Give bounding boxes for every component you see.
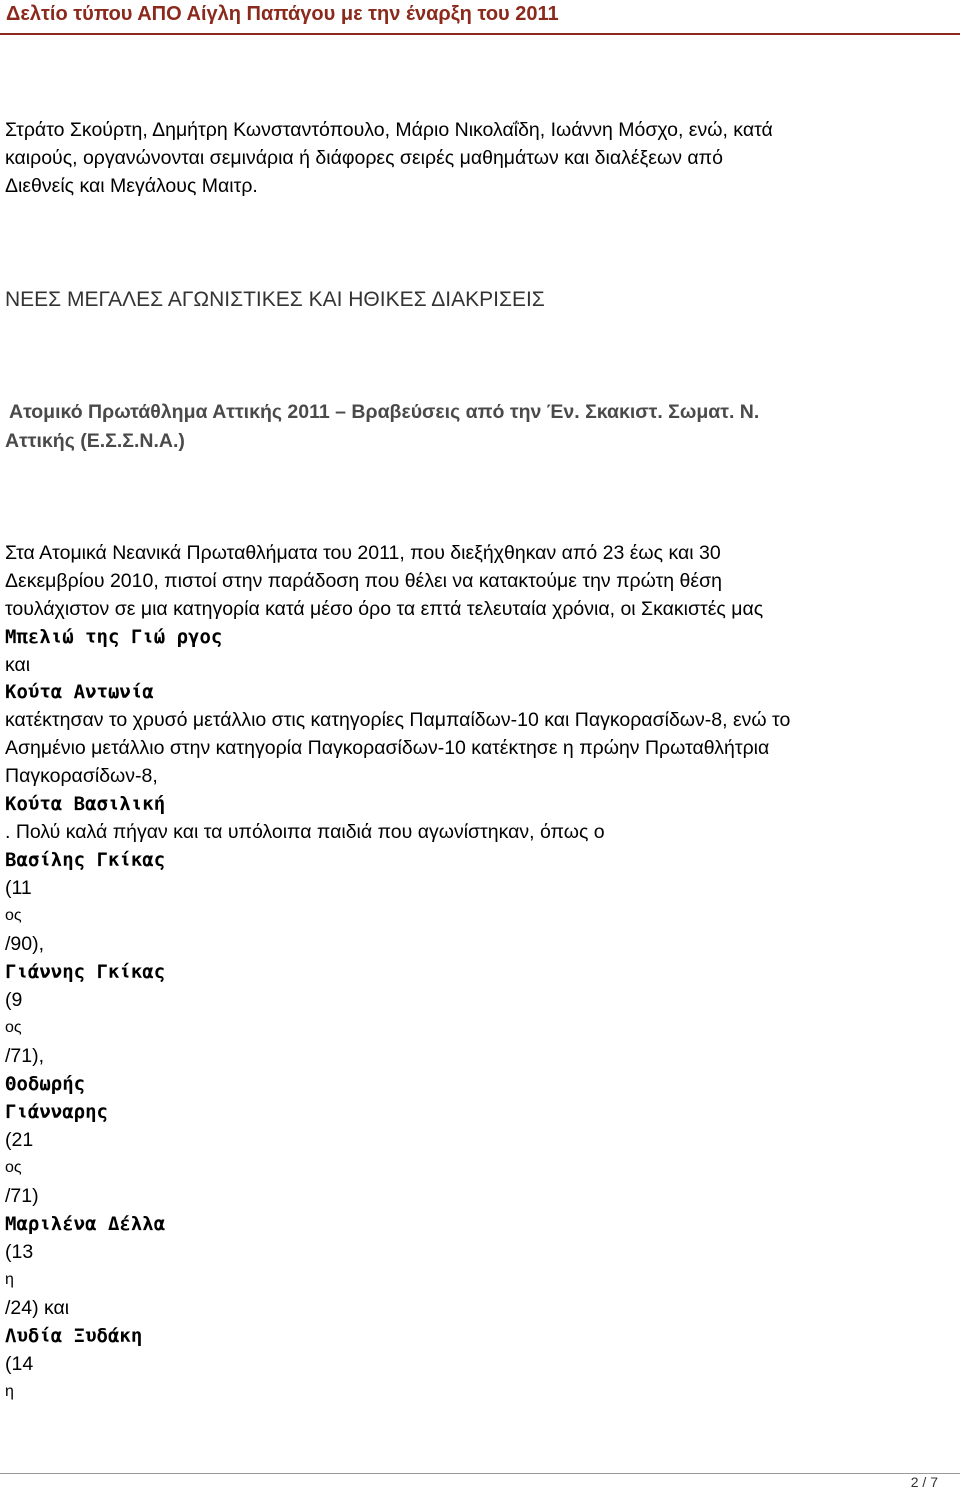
paragraph-line-2: Δεκεμβρίου 2010, πιστοί στην παράδοση που θέλει να κατακτούμε την πρώτη θέση — [5, 570, 722, 592]
document-title: Δελτίο τύπου ΑΠΟ Αίγλη Παπάγου με την έναρξη του 2011 — [6, 3, 559, 25]
intro-line-1: Στράτο Σκούρτη, Δημήτρη Κωνσταντόπουλο, Μάριο Νικολαΐδη, Ιωάννη Μόσχο, ενώ, κατά — [5, 119, 773, 141]
player-rank-suffix: ος — [5, 1019, 22, 1036]
player-name: Μπελιώ της Γιώ ργος — [5, 626, 223, 648]
player-rank-suffix: ος — [5, 1159, 22, 1176]
player-rank-close: /71) — [5, 1185, 39, 1207]
intro-line-2: καιρούς, οργανώνονται σεμινάρια ή διάφορες σειρές μαθημάτων και διαλέξεων από — [5, 147, 723, 169]
result-line-3: Παγκορασίδων-8, — [5, 765, 158, 787]
player-name: Γιάνναρης — [5, 1101, 108, 1123]
player-rank-open: (9 — [5, 989, 23, 1011]
player-name: Κούτα Αντωνία — [5, 681, 154, 703]
result-line-2: Ασημένιο μετάλλιο στην κατηγορία Παγκορασίδων-10 κατέκτησε η πρώην Πρωταθλήτρια — [5, 737, 770, 759]
page-number: 2 / 7 — [910, 1474, 938, 1490]
player-name: Κούτα Βασιλική — [5, 793, 166, 815]
footer-divider — [0, 1473, 960, 1474]
player-rank-close: /71), — [5, 1045, 45, 1067]
intro-line-3: Διεθνείς και Μεγάλους Μαιτρ. — [5, 175, 258, 197]
section-heading: ΝΕΕΣ ΜΕΓΑΛΕΣ ΑΓΩΝΙΣΤΙΚΕΣ ΚΑΙ ΗΘΙΚΕΣ ΔΙΑΚΡΙΣΕΙΣ — [5, 288, 545, 311]
title-divider — [0, 33, 960, 35]
player-rank-close: /24) και — [5, 1297, 70, 1319]
player-rank-suffix: η — [5, 1271, 14, 1288]
player-name: Μαριλένα Δέλλα — [5, 1213, 166, 1235]
player-rank-suffix: ος — [5, 907, 22, 924]
conjunction-text: και — [5, 654, 31, 676]
player-name: Βασίλης Γκίκας — [5, 849, 166, 871]
paragraph-line-3: τουλάχιστον σε μια κατηγορία κατά μέσο όρο τα επτά τελευταία χρόνια, οι Σκακιστές μας — [5, 598, 764, 620]
player-rank-suffix: η — [5, 1383, 14, 1400]
player-rank-open: (13 — [5, 1241, 34, 1263]
player-name: Θοδωρής — [5, 1073, 86, 1095]
paragraph-line-1: Στα Ατομικά Νεανικά Πρωταθλήματα του 2011, που διεξήχθηκαν από 23 έως και 30 — [5, 542, 721, 564]
subheading-line-1: Ατομικό Πρωτάθλημα Αττικής 2011 – Βραβεύσεις από την Έν. Σκακιστ. Σωματ. Ν. — [9, 401, 760, 423]
result-line-1: κατέκτησαν το χρυσό μετάλλιο στις κατηγορίες Παμπαίδων-10 και Παγκορασίδων-8, ενώ το — [5, 709, 791, 731]
others-text: . Πολύ καλά πήγαν και τα υπόλοιπα παιδιά που αγωνίστηκαν, όπως ο — [5, 821, 605, 843]
player-name: Γιάννης Γκίκας — [5, 961, 166, 983]
subheading-line-2: Αττικής (Ε.Σ.Σ.Ν.Α.) — [5, 430, 185, 452]
player-rank-close: /90), — [5, 933, 45, 955]
player-rank-open: (21 — [5, 1129, 34, 1151]
player-rank-open: (14 — [5, 1353, 34, 1375]
player-rank-open: (11 — [5, 877, 32, 899]
player-name: Λυδία Ξυδάκη — [5, 1325, 143, 1347]
